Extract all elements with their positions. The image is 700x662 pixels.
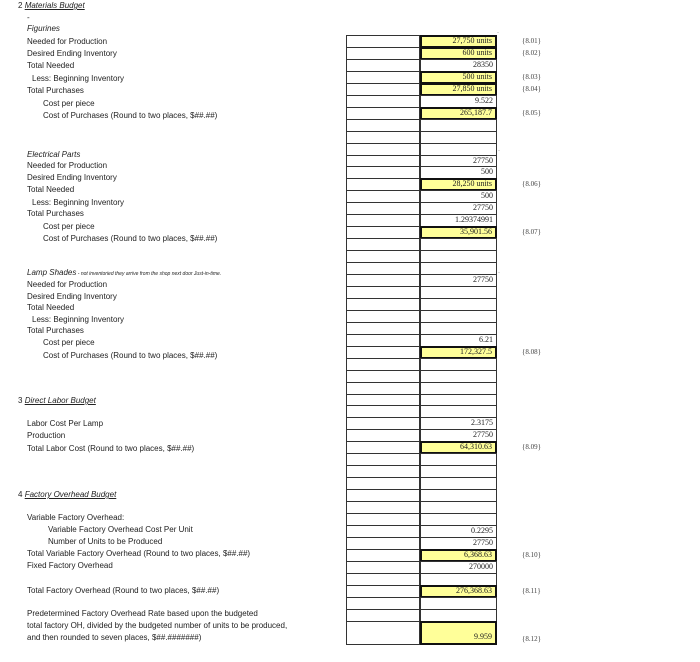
value-cell: 27750 xyxy=(420,429,497,442)
answer-input-cell[interactable]: 27,850 units xyxy=(420,83,497,96)
total-oh-label: Total Factory Overhead (Round to two places, $##.##) xyxy=(27,586,220,595)
lamp-shades-note: - not inventoried they arrive from the shop next door Just-in-time. xyxy=(76,271,222,277)
el-cost-purchases-label: Cost of Purchases (Round to two places, $##.##) xyxy=(43,234,218,243)
figurines-heading: Figurines xyxy=(27,24,60,33)
ls-needed-label: Needed for Production xyxy=(27,280,108,289)
ls-less-begin-label: Less: Beginning Inventory xyxy=(32,315,125,324)
value-cell: 270000 xyxy=(420,561,497,574)
grid-row xyxy=(346,621,497,645)
value-cell: 0.2295 xyxy=(420,525,497,538)
electrical-heading: Electrical Parts xyxy=(27,150,81,159)
total-var-oh-label: Total Variable Factory Overhead (Round to two places, $##.##) xyxy=(27,549,251,558)
el-desired-label: Desired Ending Inventory xyxy=(27,173,117,182)
answer-input-cell[interactable]: 600 units xyxy=(420,47,497,60)
value-cell: 27750 xyxy=(420,202,497,215)
ls-cost-piece-label: Cost per piece xyxy=(43,338,95,347)
production-label: Production xyxy=(27,431,66,440)
reference-code: {8.09} xyxy=(522,443,541,452)
ls-cost-purchases-label: Cost of Purchases (Round to two places, $##.##) xyxy=(43,351,218,360)
answer-input-cell[interactable]: 9.959 xyxy=(420,621,497,645)
answer-input-cell[interactable]: 172,327.5 xyxy=(420,346,497,359)
tick-mark: · xyxy=(498,270,500,276)
answer-input-cell[interactable]: 35,901.56 xyxy=(420,226,497,239)
reference-code: {8.05} xyxy=(522,108,541,117)
pdohr-label-line2: total factory OH, divided by the budgeted number of units to be produced, xyxy=(27,621,288,630)
lamp-shades-title: Lamp Shades xyxy=(27,268,77,277)
answer-input-cell[interactable]: 276,368.63 xyxy=(420,585,497,598)
section-title: Direct Labor Budget xyxy=(24,396,96,405)
section-number: 2 xyxy=(18,1,23,10)
ls-total-purchases-label: Total Purchases xyxy=(27,326,84,335)
value-cell: 500 xyxy=(420,166,497,179)
section-labor-heading xyxy=(18,396,96,406)
answer-input-cell[interactable]: 27,750 units xyxy=(420,35,497,48)
answer-input-cell[interactable]: 28,250 units xyxy=(420,178,497,191)
section-materials-heading xyxy=(18,1,85,11)
fig-desired-label: Desired Ending Inventory xyxy=(27,49,117,58)
reference-code: {8.04} xyxy=(522,84,541,93)
tick-mark: · xyxy=(497,30,499,36)
answer-input-cell[interactable]: 265,187.7 xyxy=(420,107,497,120)
blank-cell xyxy=(346,621,420,645)
section-number: 4 xyxy=(18,490,23,499)
labor-cost-per-lamp-label: Labor Cost Per Lamp xyxy=(27,419,104,428)
fig-less-begin-label: Less: Beginning Inventory xyxy=(32,74,125,83)
fig-needed-label: Needed for Production xyxy=(27,37,108,46)
value-cell: 9.522 xyxy=(420,95,497,108)
ls-total-needed-label: Total Needed xyxy=(27,303,75,312)
reference-code: {8.01} xyxy=(522,37,541,45)
answer-input-cell[interactable]: 500 units xyxy=(420,71,497,84)
dash-mark: - xyxy=(27,13,30,22)
section-title: Materials Budget xyxy=(24,1,85,10)
value-cell: 500 xyxy=(420,190,497,203)
ls-desired-label: Desired Ending Inventory xyxy=(27,292,117,301)
el-needed-label: Needed for Production xyxy=(27,161,108,170)
reference-code: {8.07} xyxy=(522,228,541,237)
reference-code: {8.02} xyxy=(522,48,541,57)
reference-code: {8.12} xyxy=(522,634,541,643)
var-oh-label: Variable Factory Overhead: xyxy=(27,513,125,522)
fig-cost-purchases-label: Cost of Purchases (Round to two places, $##.##) xyxy=(43,111,218,120)
fig-total-needed-label: Total Needed xyxy=(27,61,75,70)
pdohr-label-line3: and then rounded to seven places, $##.#######) xyxy=(27,633,202,642)
lamp-shades-heading xyxy=(27,268,221,279)
reference-code: {8.06} xyxy=(522,180,541,189)
reference-code: {8.10} xyxy=(522,550,541,559)
answer-input-cell[interactable]: 64,310.63 xyxy=(420,441,497,454)
section-title: Factory Overhead Budget xyxy=(24,490,117,499)
el-less-begin-label: Less: Beginning Inventory xyxy=(32,198,125,207)
value-cell: 27750 xyxy=(420,537,497,550)
value-cell: 27750 xyxy=(420,274,497,287)
el-cost-piece-label: Cost per piece xyxy=(43,222,95,231)
section-number: 3 xyxy=(18,396,23,405)
answer-input-cell[interactable]: 6,368.63 xyxy=(420,549,497,562)
value-cell: 2.3175 xyxy=(420,417,497,430)
section-overhead-heading xyxy=(18,490,116,500)
el-total-purchases-label: Total Purchases xyxy=(27,209,84,218)
el-total-needed-label: Total Needed xyxy=(27,185,75,194)
reference-code: {8.03} xyxy=(522,72,541,81)
tick-mark: · xyxy=(498,148,500,154)
value-cell: 6.21 xyxy=(420,334,497,347)
value-cell: 1.29374991 xyxy=(420,214,497,227)
fig-cost-piece-label: Cost per piece xyxy=(43,99,95,108)
reference-code: {8.08} xyxy=(522,347,541,356)
value-cell: 28350 xyxy=(420,59,497,72)
fig-total-purchases-label: Total Purchases xyxy=(27,86,84,95)
reference-code: {8.11} xyxy=(522,586,541,595)
fixed-oh-label: Fixed Factory Overhead xyxy=(27,561,113,570)
pdohr-label-line1: Predetermined Factory Overhead Rate based upon the budgeted xyxy=(27,609,258,618)
value-cell: 27750 xyxy=(420,155,497,168)
var-oh-cost-unit-label: Variable Factory Overhead Cost Per Unit xyxy=(48,525,193,534)
units-produced-label: Number of Units to be Produced xyxy=(48,537,163,546)
total-labor-label: Total Labor Cost (Round to two places, $##.##) xyxy=(27,444,195,453)
